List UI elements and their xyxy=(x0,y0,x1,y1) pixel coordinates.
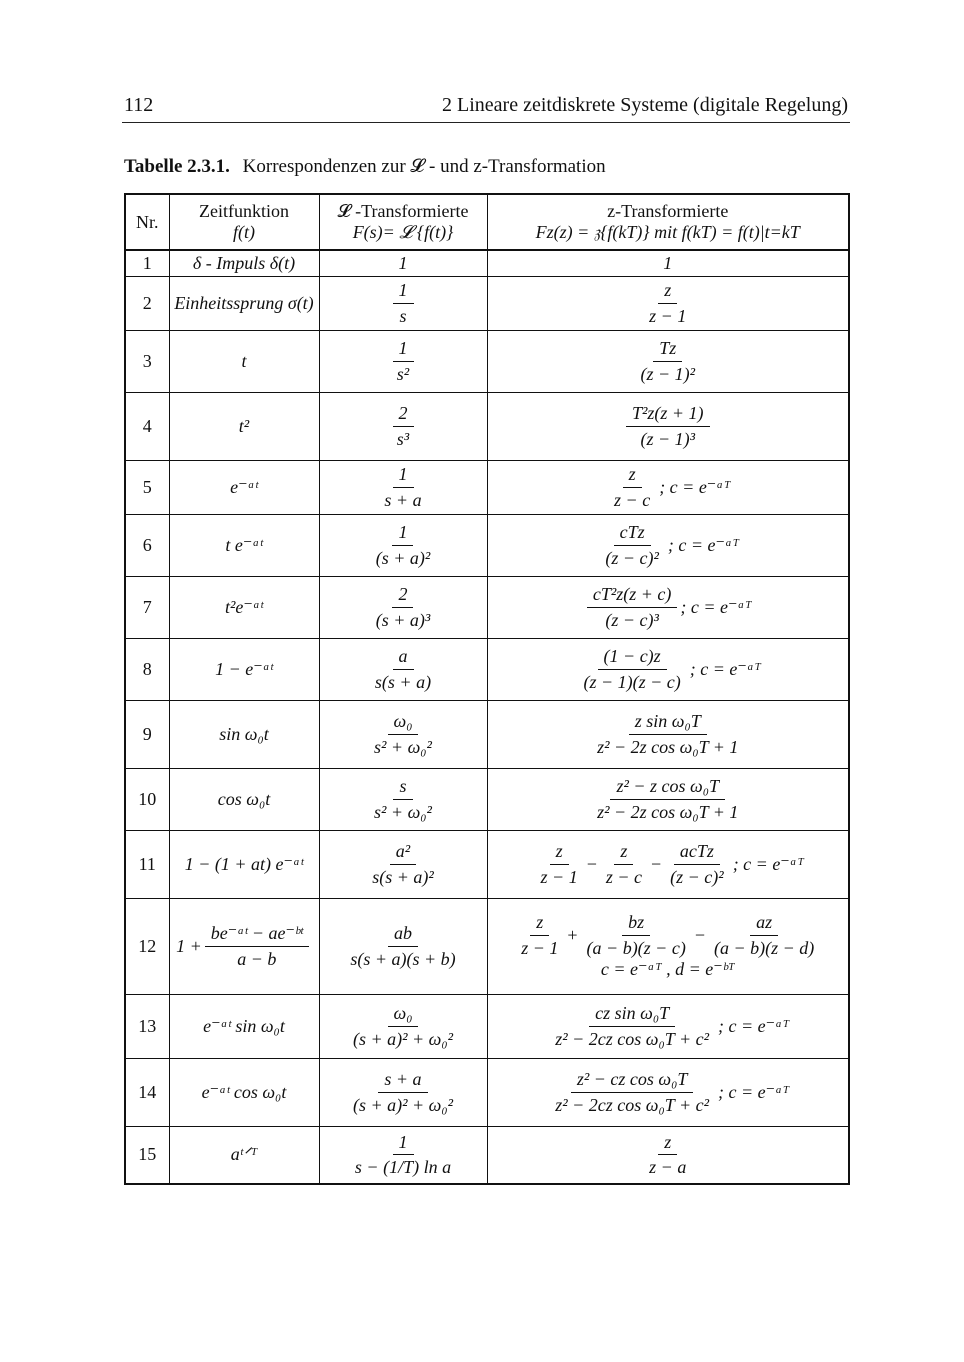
laplace-fraction xyxy=(366,841,440,887)
row-number: 9 xyxy=(125,700,169,768)
z-transform-expression xyxy=(492,912,845,958)
row-number: 7 xyxy=(125,576,169,638)
z-fraction xyxy=(608,464,656,510)
z-condition: ; c = e⁻ᵃᵀ xyxy=(689,658,762,679)
z-fraction-numerator: z xyxy=(658,1132,677,1156)
table-row xyxy=(125,1058,849,1126)
z-term-fraction-numerator: az xyxy=(750,912,778,936)
header-rule xyxy=(122,122,850,123)
z-fraction-denominator: (z − c)³ xyxy=(605,609,659,630)
laplace-fraction-denominator: s + a xyxy=(384,489,422,510)
laplace-transform xyxy=(319,460,487,514)
time-function: e⁻ᵃᵗ sin ω₀t xyxy=(169,994,319,1058)
table-row xyxy=(125,994,849,1058)
laplace-transform xyxy=(319,250,487,276)
laplace-fraction-denominator: (s + a)² + ω₀² xyxy=(352,1094,454,1115)
z-fraction-denominator: z − c xyxy=(614,489,651,510)
z-transform xyxy=(487,638,849,700)
laplace-fraction xyxy=(349,1132,457,1178)
table-caption xyxy=(124,156,606,178)
z-transform xyxy=(487,830,849,898)
table-row xyxy=(125,768,849,830)
time-function: e⁻ᵃᵗ cos ω₀t xyxy=(169,1058,319,1126)
table-row xyxy=(125,460,849,514)
laplace-fraction xyxy=(391,403,415,449)
laplace-fraction-numerator: ab xyxy=(388,923,418,947)
z-condition: ; c = e⁻ᵃᵀ xyxy=(659,476,731,497)
row-number: 11 xyxy=(125,830,169,898)
laplace-transform xyxy=(319,576,487,638)
laplace-transform xyxy=(319,392,487,460)
row-number: 12 xyxy=(125,898,169,994)
row-number: 13 xyxy=(125,994,169,1058)
z-transform xyxy=(487,460,849,514)
table-body xyxy=(125,250,849,1184)
z-transform xyxy=(487,330,849,392)
running-head: 2 Lineare zeitdiskrete Systeme (digitale Regelung) xyxy=(442,94,848,116)
laplace-fraction-denominator: s² + ω₀² xyxy=(374,801,432,822)
row-number: 2 xyxy=(125,276,169,330)
z-operator: − xyxy=(694,925,705,946)
z-fraction-denominator: z² − 2cz cos ω₀T + c² xyxy=(555,1028,709,1049)
laplace-fraction-numerator: 1 xyxy=(393,338,414,362)
z-fraction-denominator: z² − 2cz cos ω₀T + c² xyxy=(555,1094,709,1115)
laplace-fraction-numerator: s xyxy=(393,776,412,800)
table-row xyxy=(125,830,849,898)
z-fraction xyxy=(626,403,710,449)
z-term-fraction xyxy=(535,841,584,887)
laplace-fraction xyxy=(370,584,437,630)
row-number: 15 xyxy=(125,1126,169,1184)
z-fraction xyxy=(634,338,701,384)
laplace-transform xyxy=(319,768,487,830)
table-row xyxy=(125,250,849,276)
z-operator: − xyxy=(651,853,662,874)
z-fraction-denominator: z² − 2z cos ω₀T + 1 xyxy=(597,736,739,757)
laplace-fraction-numerator: ω₀ xyxy=(388,711,419,735)
z-fraction xyxy=(643,280,692,326)
z-term-fraction-numerator: z xyxy=(614,841,633,865)
z-transform xyxy=(487,576,849,638)
z-condition: ; c = e⁻ᵃᵀ xyxy=(717,1015,790,1036)
z-extra-condition: c = e⁻ᵃᵀ , d = e⁻ᵇᵀ xyxy=(600,958,735,979)
row-number: 14 xyxy=(125,1058,169,1126)
time-function-prefix: 1 + xyxy=(176,935,202,956)
caption-label: Tabelle 2.3.1. xyxy=(124,156,230,177)
laplace-fraction xyxy=(370,522,437,568)
z-term-fraction-denominator: (a − b)(z − d) xyxy=(713,938,815,959)
z-fraction xyxy=(591,711,744,757)
header-laplace: 𝓛 -Transformierte F(s)= 𝓛 {f(t)} xyxy=(319,194,487,250)
z-transform xyxy=(487,768,849,830)
z-fraction-numerator: (1 − c)z xyxy=(598,646,667,670)
z-fraction-numerator: z xyxy=(623,464,642,488)
laplace-fraction-numerator: 1 xyxy=(393,464,414,488)
time-function: cos ω₀t xyxy=(169,768,319,830)
z-term-fraction-numerator: z xyxy=(550,841,569,865)
time-function: t e⁻ᵃᵗ xyxy=(169,514,319,576)
laplace-fraction-denominator: s xyxy=(399,305,407,326)
laplace-fraction-denominator: s³ xyxy=(396,428,410,449)
laplace-fraction-numerator: 1 xyxy=(393,280,414,304)
z-term-fraction-denominator: z − 1 xyxy=(521,938,559,959)
z-fraction xyxy=(577,646,686,692)
z-fraction-numerator: cTz xyxy=(614,522,651,546)
laplace-fraction-denominator: (s + a)² + ω₀² xyxy=(352,1028,454,1049)
laplace-fraction-numerator: s + a xyxy=(378,1069,427,1093)
z-term-fraction-denominator: z − c xyxy=(605,866,642,887)
laplace-fraction-denominator: s(s + a)² xyxy=(372,866,434,887)
header-nr: Nr. xyxy=(125,194,169,250)
laplace-fraction xyxy=(347,1003,459,1049)
laplace-transform xyxy=(319,276,487,330)
laplace-transform xyxy=(319,700,487,768)
correspondence-table xyxy=(124,193,850,1185)
z-fraction-denominator: (z − c)² xyxy=(605,547,659,568)
time-function: δ - Impuls δ(t) xyxy=(169,250,319,276)
laplace-transform xyxy=(319,1058,487,1126)
z-fraction-numerator: cz sin ω₀T xyxy=(589,1003,675,1027)
z-transform xyxy=(487,276,849,330)
time-function: t xyxy=(169,330,319,392)
z-term-fraction xyxy=(708,912,820,958)
time-function: 1 − e⁻ᵃᵗ xyxy=(169,638,319,700)
laplace-transform xyxy=(319,330,487,392)
z-transform xyxy=(487,392,849,460)
laplace-fraction xyxy=(378,464,427,510)
laplace-fraction xyxy=(391,338,415,384)
z-term-fraction xyxy=(515,912,564,958)
z-term-fraction xyxy=(581,912,692,958)
laplace-transform xyxy=(319,638,487,700)
z-fraction-numerator: z² − cz cos ω₀T xyxy=(571,1069,694,1093)
row-number: 8 xyxy=(125,638,169,700)
row-number: 1 xyxy=(125,250,169,276)
z-transform xyxy=(487,1126,849,1184)
laplace-fraction-denominator: (s + a)³ xyxy=(375,609,431,630)
laplace-fraction-denominator: s² + ω₀² xyxy=(374,736,432,757)
table-row xyxy=(125,514,849,576)
z-term-fraction-numerator: z xyxy=(530,912,549,936)
time-function xyxy=(169,898,319,994)
z-transform xyxy=(487,250,849,276)
z-term-fraction-denominator: (a − b)(z − c) xyxy=(586,938,686,959)
z-transform xyxy=(487,514,849,576)
laplace-transform xyxy=(319,830,487,898)
caption-text: Korrespondenzen zur 𝓛 - und z-Transformation xyxy=(242,156,606,177)
time-function-fraction xyxy=(205,923,309,969)
time-function-fraction-numerator: be⁻ᵃᵗ − ae⁻ᵇᵗ xyxy=(205,923,309,947)
row-number: 3 xyxy=(125,330,169,392)
laplace-fraction xyxy=(368,776,438,822)
z-fraction-denominator: z² − 2z cos ω₀T + 1 xyxy=(597,801,739,822)
z-term-fraction-denominator: z − 1 xyxy=(540,866,578,887)
laplace-transform xyxy=(319,898,487,994)
time-function: Einheitssprung σ(t) xyxy=(169,276,319,330)
table-row xyxy=(125,276,849,330)
table-row xyxy=(125,1126,849,1184)
laplace-fraction-denominator: s(s + a)(s + b) xyxy=(350,948,456,969)
z-operator: + xyxy=(567,925,578,946)
z-condition: ; c = e⁻ᵃᵀ xyxy=(732,853,804,874)
z-term-fraction-numerator: acTz xyxy=(674,841,720,865)
laplace-fraction-numerator: a² xyxy=(390,841,416,865)
z-fraction-denominator: (z − 1)³ xyxy=(640,428,696,449)
laplace-fraction-denominator: s(s + a) xyxy=(374,671,432,692)
z-transform xyxy=(487,1058,849,1126)
laplace-fraction-numerator: a xyxy=(393,646,414,670)
z-fraction-numerator: z xyxy=(658,280,677,304)
table-header-row xyxy=(125,194,849,250)
laplace-fraction-numerator: 1 xyxy=(393,1132,414,1156)
time-function: e⁻ᵃᵗ xyxy=(169,460,319,514)
z-operator: − xyxy=(586,853,597,874)
row-number: 6 xyxy=(125,514,169,576)
table-row xyxy=(125,898,849,994)
laplace-transform xyxy=(319,514,487,576)
laplace-fraction xyxy=(347,1069,459,1115)
z-fraction xyxy=(591,776,744,822)
z-fraction xyxy=(549,1003,715,1049)
laplace-fraction xyxy=(369,646,437,692)
z-fraction-denominator: (z − 1)² xyxy=(640,363,696,384)
z-fraction-denominator: z − 1 xyxy=(649,305,687,326)
z-fraction xyxy=(549,1069,715,1115)
laplace-fraction-numerator: 2 xyxy=(393,403,414,427)
z-fraction-numerator: T²z(z + 1) xyxy=(626,403,710,427)
laplace-fraction xyxy=(393,280,414,326)
time-function: t²e⁻ᵃᵗ xyxy=(169,576,319,638)
time-function: sin ω₀t xyxy=(169,700,319,768)
laplace-fraction-denominator: (s + a)² xyxy=(375,547,431,568)
table-row xyxy=(125,330,849,392)
z-fraction-numerator: cT²z(z + c) xyxy=(587,584,678,608)
row-number: 4 xyxy=(125,392,169,460)
z-fraction-numerator: z sin ω₀T xyxy=(629,711,707,735)
z-term-fraction xyxy=(600,841,648,887)
laplace-fraction-denominator: s² xyxy=(396,363,410,384)
row-number: 5 xyxy=(125,460,169,514)
time-function: t² xyxy=(169,392,319,460)
header-z-transform: z-Transformierte Fz(z) = 𝔷{f(kT)} mit f(kT) = f(t)|t=kT xyxy=(487,194,849,250)
table-row xyxy=(125,576,849,638)
time-function: aᵗᐟᵀ xyxy=(169,1126,319,1184)
z-fraction-denominator: z − a xyxy=(649,1157,687,1178)
z-transform xyxy=(487,994,849,1058)
table-row xyxy=(125,700,849,768)
z-fraction-numerator: Tz xyxy=(653,338,682,362)
laplace-transform xyxy=(319,994,487,1058)
table-row xyxy=(125,638,849,700)
laplace-fraction-denominator: s − (1/T) ln a xyxy=(354,1157,452,1178)
laplace-fraction-numerator: ω₀ xyxy=(388,1003,419,1027)
z-fraction xyxy=(599,522,665,568)
time-function-fraction-denominator: a − b xyxy=(237,948,277,969)
z-fraction-denominator: (z − 1)(z − c) xyxy=(583,671,681,692)
laplace-fraction-numerator: 1 xyxy=(392,522,413,546)
laplace-fraction xyxy=(344,923,461,969)
laplace-fraction xyxy=(368,711,438,757)
laplace-transform xyxy=(319,1126,487,1184)
z-fraction xyxy=(643,1132,692,1178)
page-number: 112 xyxy=(124,94,154,116)
row-number: 10 xyxy=(125,768,169,830)
z-term-fraction-denominator: (z − c)² xyxy=(670,866,724,887)
z-fraction-numerator: z² − z cos ω₀T xyxy=(610,776,725,800)
time-function: 1 − (1 + at) e⁻ᵃᵗ xyxy=(169,830,319,898)
z-fraction xyxy=(587,584,678,630)
z-condition: ; c = e⁻ᵃᵀ xyxy=(717,1081,790,1102)
z-transform-expression xyxy=(492,841,845,887)
header-time-function: Zeitfunktion f(t) xyxy=(169,194,319,250)
z-transform xyxy=(487,898,849,994)
z-condition: ; c = e⁻ᵃᵀ xyxy=(667,534,740,555)
laplace-fraction-numerator: 2 xyxy=(392,584,413,608)
table-row xyxy=(125,392,849,460)
z-term-fraction xyxy=(664,841,730,887)
z-term-fraction-numerator: bz xyxy=(622,912,650,936)
laplace-value: 1 xyxy=(398,252,408,273)
z-transform xyxy=(487,700,849,768)
z-condition: ; c = e⁻ᵃᵀ xyxy=(680,596,752,617)
z-value: 1 xyxy=(663,252,673,273)
